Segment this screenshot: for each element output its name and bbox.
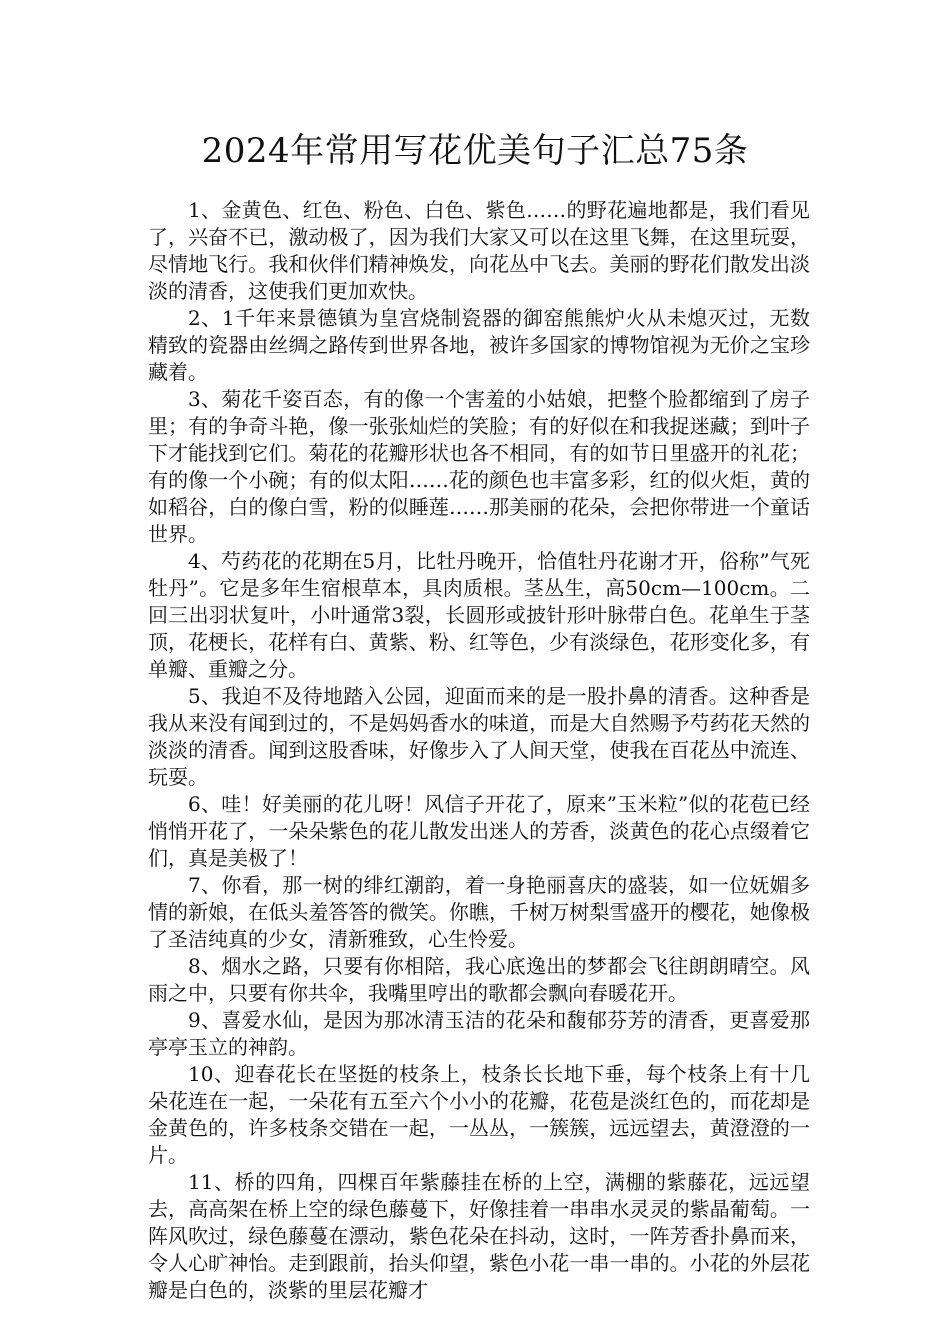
paragraph-2: 2、1千年来景德镇为皇宫烧制瓷器的御窑熊熊炉火从未熄灭过，无数精致的瓷器由丝绸之路传到世界各地，被许多国家的博物馆视为无价之宝珍藏着。 (148, 306, 810, 384)
paragraph-6: 6、哇！好美丽的花儿呀！风信子开花了，原来”玉米粒”似的花苞已经悄悄开花了，一朵朵紫色的花儿散发出迷人的芳香，淡黄色的花心点缀着它们，真是美极了！ (148, 792, 810, 870)
document-title: 2024年常用写花优美句子汇总75条 (201, 131, 749, 171)
paragraph-10: 10、迎春花长在坚挺的枝条上，枝条长长地下垂，每个枝条上有十几朵花连在一起，一朵花有五至六个小小的花瓣，花苞是淡红色的，而花却是金黄色的，许多枝条交错在一起，一丛丛，一簇簇，远远望去，黄澄澄的一片。 (148, 1062, 810, 1167)
paragraph-5: 5、我迫不及待地踏入公园，迎面而来的是一股扑鼻的清香。这种香是我从来没有闻到过的，不是妈妈香水的味道，而是大自然赐予芍药花天然的淡淡的清香。闻到这股香味，好像步入了人间天堂，使我在百花丛中流连、玩耍。 (148, 684, 810, 789)
paragraph-3: 3、菊花千姿百态，有的像一个害羞的小姑娘，把整个脸都缩到了房子里；有的争奇斗艳，像一张张灿烂的笑脸；有的好似在和我捉迷藏；到叶子下才能找到它们。菊花的花瓣形状也各不相同，有的如节日里盛开的礼花；有的像一个小碗；有的似太阳……花的颜色也丰富多彩，红的似火炬，黄的如稻谷，白的像白雪，粉的似睡莲……那美丽的花朵，会把你带进一个童话世界。 (148, 387, 810, 546)
document-body (148, 197, 810, 1304)
paragraph-11: 11、桥的四角，四棵百年紫藤挂在桥的上空，满棚的紫藤花，远远望去，高高架在桥上空的绿色藤蔓下，好像挂着一串串水灵灵的紫晶葡萄。一阵风吹过，绿色藤蔓在漂动，紫色花朵在抖动，这时，一阵芳香扑鼻而来，令人心旷神怡。走到跟前，抬头仰望，紫色小花一串一串的。小花的外层花瓣是白色的，淡紫的里层花瓣才 (148, 1170, 810, 1302)
paragraph-4: 4、芍药花的花期在5月，比牡丹晚开，恰值牡丹花谢才开，俗称”气死牡丹”。它是多年生宿根草本，具肉质根。茎丛生，高50cm—100cm。二回三出羽状复叶，小叶通常3裂，长圆形或披针形叶脉带白色。花单生于茎顶，花梗长，花样有白、黄紫、粉、红等色，少有淡绿色，花形变化多，有单瓣、重瓣之分。 (148, 549, 810, 681)
paragraph-1: 1、金黄色、红色、粉色、白色、紫色……的野花遍地都是，我们看见了，兴奋不已，激动极了，因为我们大家又可以在这里飞舞，在这里玩耍，尽情地飞行。我和伙伴们精神焕发，向花丛中飞去。美丽的野花们散发出淡淡的清香，这使我们更加欢快。 (148, 198, 810, 303)
paragraph-8: 8、烟水之路，只要有你相陪，我心底逸出的梦都会飞往朗朗晴空。风雨之中，只要有你共伞，我嘴里哼出的歌都会飘向春暖花开。 (148, 954, 810, 1005)
paragraph-9: 9、喜爱水仙，是因为那冰清玉洁的花朵和馥郁芬芳的清香，更喜爱那亭亭玉立的神韵。 (148, 1008, 810, 1059)
paragraph-7: 7、你看，那一树的绯红潮韵，着一身艳丽喜庆的盛装，如一位妩媚多情的新娘，在低头羞答答的微笑。你瞧，千树万树梨雪盛开的樱花，她像极了圣洁纯真的少女，清新雅致，心生怜爱。 (148, 873, 810, 951)
